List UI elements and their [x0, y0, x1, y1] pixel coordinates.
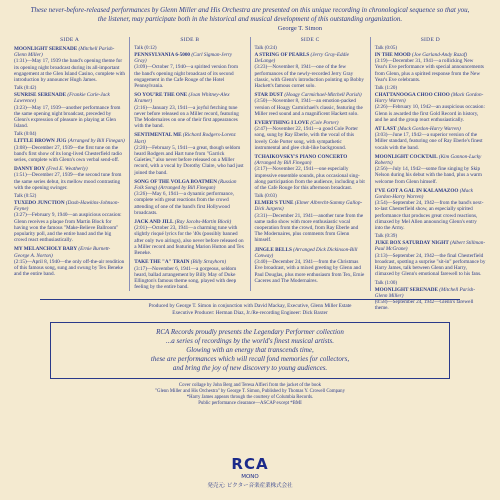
track-entry [255, 154, 366, 191]
track-note: (3:17)—November 6, 1941—a gorgeous, seldom heard, ballad arrangement by Billy May of Duke Ellington's famous theme song, played with deep feeling by the entire band. [134, 265, 237, 291]
distributor-line: 発売元: ビクター音楽産業株式会社 [207, 483, 293, 489]
fine-print-line-4: Public performance clearance—ASCAP except *BMI [198, 401, 302, 406]
rca-promo-line-4: these are performances which will recall fond memories for collectors, [150, 355, 350, 363]
track-title: JACK AND JILL [134, 219, 174, 226]
track-title: A STRING OF PEARLS [254, 52, 310, 58]
track-title: MOONLIGHT SERENADE [374, 286, 438, 293]
track-entry [375, 234, 486, 277]
track-credit: (Cole Porter) [310, 120, 339, 127]
track-note: (3:40)—December 24, 1941—from the Christmas Eve broadcast, with a mixed greeting by Glenn and Paul Douglas, plus more enthusiasm from Tex, Ernie Caceres and The Modernaires. [254, 259, 365, 284]
rca-promo-line-3: Glowing with an energy that transcends time, [186, 346, 314, 354]
side-heading: SIDE B [180, 37, 200, 43]
track-note: (3:54)—September 24, 1942—from the band's next-to-last Chesterfield show, an especially spirited performance that produces great crowd reactions, climaxed by Mel Allen announcing Glenn's entry into the Army. [374, 200, 484, 232]
track-heading [134, 132, 245, 144]
track-credit: (Joan Whitney-Alex Kramer) [134, 92, 230, 105]
track-credit: (Albert Stillman-Paul McGrane) [374, 240, 486, 253]
track-heading [14, 246, 125, 258]
track-title: MOONLIGHT SERENADE [14, 46, 78, 52]
side-heading: SIDE A [60, 37, 80, 43]
track-note: (1:31)—May 17, 1939 the band's opening theme for its opening night broadcast during its all-important engagement at the Glen Island Casino, complete with introduction by announcer Hugh James. [14, 58, 125, 84]
fine-print-line-3: *Harry James appears through the courtesy of Columbia Records. [186, 395, 314, 400]
track-credit: (Mack Gordon-Harry Warren) [374, 92, 484, 105]
track-title: JINGLE BELLS [254, 246, 292, 253]
track-title: MOONLIGHT COCKTAIL [374, 153, 438, 160]
track-note: (2:01)—October 23, 1941—a charming tune with slightly risqué lyrics for the '40s (possibly banned after only two airings), also never before released on a Miller record and featuring Marion Hutton and Tex Beneke. [134, 225, 245, 257]
intro-paragraph: These never-before-released performances by Glenn Miller and His Orchestra are presented on this unique recording in chronological sequence so that you, the listener, may participate both in the historical and musical development of this outstanding organization. [30, 6, 470, 23]
track-title: EVERYTHING I LOVE [254, 120, 310, 127]
track-credit: (Arranged by Bill Finegan) [67, 138, 125, 145]
talk-time: Talk (0:04) [14, 132, 37, 138]
track-title: LITTLE BROWN JUG [14, 138, 67, 145]
talk-time: Talk (0:42) [14, 86, 37, 92]
fine-print-line-2: "Glenn Miller and His Orchestra" by George T. Simon, Published by Thomas Y. Crowell Company [155, 389, 345, 394]
track-credit: (Arranged Dick Dickinson-Bill Conway) [254, 246, 358, 259]
track-note: (3:50)—November 8, 1941—an emotion-packed version of Hoagy Carmichael's classic, featuring the Miller reed sound and a magnificent Hackett solo. [254, 98, 363, 117]
track-credit: (Mitchell Parish-Glenn Miller) [374, 286, 476, 299]
talk-time: Talk (0:12) [134, 46, 157, 51]
track-title: AT LAST [374, 126, 397, 133]
track-entry [255, 247, 366, 284]
track-heading [134, 92, 245, 104]
track-entry [375, 154, 486, 185]
track-title: SENTIMENTAL ME [134, 132, 182, 139]
track-heading [255, 247, 366, 259]
track-note: (3:31)—December 21, 1941—another tune from the same radio show with more enthusiastic vocal cooperation from the crowd, from Ray Eberle and The Modernaires, plus comments from Glenn himself. [254, 212, 364, 244]
track-credit: (Hoagy Carmichael-Mitchell Parish) [284, 92, 362, 99]
track-entry [375, 86, 486, 123]
track-heading [375, 240, 486, 252]
track-credit: (Carl Sigman-Jerry Gray) [134, 52, 233, 65]
track-note: (2:20)—February 5, 1941—a great, though seldom heard Rodgers and Hart tune from "Garrick Gaieties," also never before released on a Miller record, with a vocal by Dorothy Claire, who had just joined the band. [134, 144, 244, 176]
fine-print-line-1: Cover collage by John Berg and Teresa Alfieri from the jacket of the book [178, 383, 322, 388]
track-note: (2:16)—January 23, 1941—a joyful fetching tune never before released on a Miller record, featuring The Modernaires on one of their first appearances with the band. [134, 104, 239, 130]
track-entry [134, 132, 245, 175]
track-note: (1:51)—December 27, 1939—the second tune from the same series debut, its mellow mood contrasting with the opening swinger. [14, 172, 122, 191]
track-credit: (Mack Gordon-Harry Warren) [374, 187, 473, 201]
talk-time: Talk (0:05) [374, 46, 398, 51]
track-credit: (Fred E. Weatherly) [46, 166, 88, 173]
track-entry [14, 86, 125, 129]
track-title: ELMER'S TUNE [254, 200, 294, 207]
track-note: (3:26)—May 6, 1941—a dynamic performance, complete with great reactions from the crowd attending of one of the band's first Hollywood broadcasts. [134, 191, 234, 216]
track-entry [375, 281, 486, 312]
track-heading [375, 188, 486, 200]
rca-promo-line-5: and bring the joy of new discovery to young audiences. [172, 364, 328, 372]
track-credit: (Jerry Gray-Eddie DeLange) [254, 52, 349, 65]
rca-logo: RCA [231, 455, 269, 473]
track-column-1 [10, 37, 130, 291]
track-note: (3:08)—December 27, 1939—the first tune on the band's first show of its long-lived Chesterfield radio series, complete with Glenn's own verbal send-off. [14, 144, 122, 164]
track-entry [14, 46, 125, 83]
track-credit: (Ernie Burnett-George A. Norton) [14, 246, 111, 259]
track-entry [134, 259, 245, 290]
track-note: (2:26)—February 10, 1942—an auspicious occasion: Glenn is awarded the first Gold Record in history, and he and the group react enthusiastically. [374, 104, 485, 123]
track-title: PENNSYLVANIA 6-5000 [134, 52, 191, 58]
mono-label: MONO [241, 474, 259, 480]
track-title: STAR DUST [254, 92, 284, 99]
rca-promo-box [50, 322, 450, 379]
track-column-4 [371, 37, 490, 312]
talk-time: Talk (1:00) [374, 280, 398, 286]
track-note: (3:23)—November 8, 1941—one of the few performances of the newly-recorded Jerry Gray classic, with Glenn's introduction pointing up Bobby Hackett's famous cornet solo. [254, 64, 364, 90]
rca-promo-line-1: RCA Records proudly presents the Legendary Performer collection [156, 328, 344, 336]
track-heading [134, 52, 245, 64]
track-note: (3:19)—December 31, 1941—a rollicking New Year's Eve performance with special announcements from Glenn, plus a spirited response from the New Year's Eve celebrants. [374, 58, 484, 83]
track-entry [375, 126, 486, 151]
track-credit: (Russian Folk Song) (Arranged by Bill Finegan) [134, 178, 237, 192]
track-note: (2:56)—July 14, 1942—some fine singing by Skip Nelson during his debut with the band, plus a warm welcome from Glenn himself. [374, 166, 482, 185]
track-title: SONG OF THE VOLGA BOATMEN [134, 178, 217, 185]
track-heading [255, 52, 366, 64]
track-title: DANNY BOY [14, 166, 46, 173]
track-column-3 [251, 37, 371, 291]
track-heading [255, 200, 366, 212]
track-note: (3:03)—June 17, 1942—a superior version of the Miller standard, featuring one of Ray Eberle's finest vocals with the band. [374, 132, 483, 151]
talk-time: Talk (1:20) [374, 86, 398, 92]
track-entry [14, 194, 125, 243]
track-entry [134, 179, 245, 216]
talk-time: Talk (0:03) [254, 194, 277, 200]
track-heading [14, 200, 125, 212]
intro-signature: George T. Simon [277, 25, 322, 32]
track-entry [134, 46, 245, 89]
track-heading [375, 92, 486, 104]
track-note: (2:47)—November 22, 1941—a good Cole Porter song, sung by Ray Eberle, with the vocal of this lovely Cole Porter song, with sympathetic instrumental and glee club-like background. [254, 126, 358, 151]
track-entry [14, 246, 125, 277]
track-heading [375, 154, 486, 166]
track-title: MY MELANCHOLY BABY [14, 246, 78, 253]
track-heading [134, 179, 245, 191]
credits-line-1: Produced by George T. Simon in conjunction with David Mackay, Executive, Glenn Miller Estate [148, 303, 352, 309]
track-entry [255, 120, 366, 151]
logo-area [0, 455, 500, 489]
track-note: (3:27)—February 9, 1940—an auspicious occasion: Glenn receives a plaque from Martin Block for having won the famous "Make-Believe Ballroom" popularity poll, and the entire band and the big crowd react enthusiastically. [14, 212, 122, 244]
track-credit: (Dash-Hawkins-Johnson-Feyne) [14, 200, 120, 213]
track-entry [14, 132, 125, 163]
track-note: (2:15)—April 8, 1940—the only off-the-air rendition of this famous song, sung and swung by Tex Beneke and the entire band. [14, 258, 125, 278]
track-note: (3:17)—November 22, 1941—one especially impressive ensemble sounds, plus occasional sing-along participation from the audience, including a bit of the Cafe Rouge for this afternoon broadcast. [254, 166, 365, 192]
track-title: TAKE THE "A" TRAIN [134, 259, 190, 266]
track-title: JUKE BOX SATURDAY NIGHT [374, 240, 449, 247]
track-credit: (Kim Gannon-Lucky Roberts) [374, 153, 482, 167]
track-title: SUNRISE SERENADE [14, 92, 67, 99]
track-note: (3:09)—October 7, 1940—a spirited version from the band's opening night broadcast of its second engagement in the Cafe Rouge of the Hotel Pennsylvania. [134, 64, 238, 90]
track-entry [255, 46, 366, 89]
track-column-2 [130, 37, 250, 291]
track-note: (0:58)—September 24, 1942—Glenn's farewell theme. [374, 298, 474, 312]
side-heading: SIDE C [300, 37, 320, 43]
track-credit: (Ray Jacobs-Martin Block) [174, 219, 232, 226]
track-title: IN THE MOOD [374, 52, 411, 58]
talk-time: Talk (0:52) [14, 194, 37, 200]
track-heading [14, 46, 125, 58]
talk-time: Talk (0:24) [254, 46, 277, 51]
track-credit: (Mitchell Parish-Glenn Miller) [14, 46, 115, 59]
track-heading [14, 138, 125, 144]
track-credit: (Billy Strayhorn) [190, 259, 227, 266]
track-entry [134, 219, 245, 256]
rca-promo-line-2: ...a series of recordings by the world's finest musical artists. [165, 337, 334, 345]
track-heading [255, 154, 366, 166]
track-title: I'VE GOT A GAL IN KALAMAZOO [374, 187, 459, 194]
side-heading: SIDE D [420, 37, 441, 43]
track-credit: (Frankie Carle-Jack Lawrence) [14, 92, 110, 105]
track-credit: (Arranged by Bill Finegan) [254, 160, 312, 167]
track-heading [14, 92, 125, 104]
track-entry [375, 188, 486, 231]
track-entry [255, 92, 366, 117]
talk-time: Talk (0:39) [374, 234, 398, 240]
track-entry [134, 92, 245, 129]
track-title: TCHAIKOVSKY'S PIANO CONCERTO [254, 154, 348, 161]
track-title: TUXEDO JUNCTION [14, 200, 65, 207]
track-credit: (Richard Rodgers-Lorenz Hart) [134, 132, 236, 145]
track-credit: (Joe Garland-Andy Razaf) [411, 52, 468, 58]
track-note: (3:23)—May 17, 1939—another performance from the same opening night broadcast, preceded by Glenn's expression of pleasure in playing at Glen Island. [14, 104, 121, 130]
track-note: (3:13)—September 24, 1942—the final Chesterfield broadcast, spotting a surprise "sit-in" performance by Harry James, talk between Glenn and Harry, climaxed by Glenn's emotional farewell to his fans. [374, 252, 486, 278]
track-title: SO YOU'RE THE ONE [134, 92, 188, 99]
track-credit: (Mack Gordon-Harry Warren) [397, 126, 461, 133]
track-heading [375, 287, 486, 299]
track-entry [375, 46, 486, 83]
track-credit: (Elmer Albrecht-Sammy Gallop-Dick Jurgens) [254, 200, 363, 213]
track-entry [255, 194, 366, 243]
credits-line-2: Executive Producer: Herman Diaz, Jr./Re-recording Engineer: Dick Baxter [172, 309, 328, 316]
track-title: CHATTANOOGA CHOO CHOO [374, 92, 450, 99]
intro-text [28, 6, 472, 33]
track-entry [14, 166, 125, 191]
fine-print [10, 383, 490, 407]
